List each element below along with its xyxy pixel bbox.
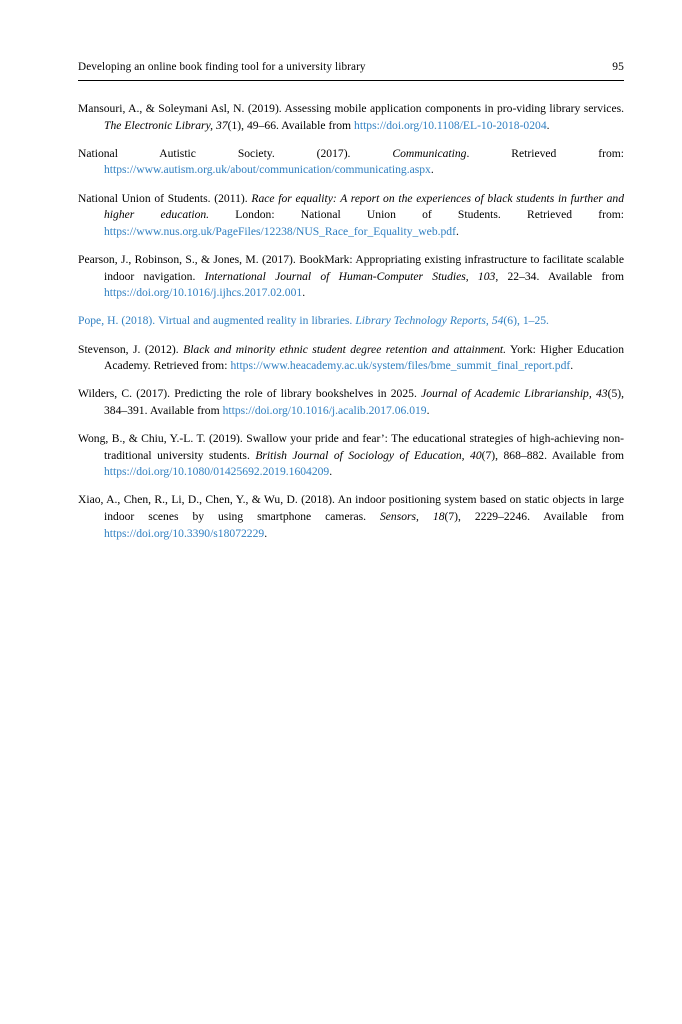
- reference-italic-text: Journal of Academic Librarianship, 43: [421, 387, 608, 401]
- reference-link[interactable]: https://doi.org/10.1016/j.ijhcs.2017.02.001: [104, 286, 303, 300]
- reference-link[interactable]: https://www.nus.org.uk/PageFiles/12238/NUS_Race_for_Equality_web.pdf: [104, 224, 456, 238]
- reference-text: Wilders, C. (2017). Predicting the role of library bookshelves in 2025.: [78, 387, 422, 401]
- reference-italic-text: Communicating: [392, 146, 467, 160]
- reference-text: . Retrieved from:: [466, 146, 624, 160]
- reference-text: (1), 49‒66. Available from: [227, 118, 355, 132]
- reference-entry: [78, 386, 624, 419]
- reference-text: National Union of Students. (2011).: [78, 191, 252, 205]
- reference-text: .: [546, 118, 550, 132]
- reference-entry: [78, 492, 624, 542]
- reference-link[interactable]: https://doi.org/10.1080/01425692.2019.1604209: [104, 465, 330, 479]
- reference-entry: [78, 101, 624, 134]
- reference-link[interactable]: https://doi.org/10.3390/s18072229: [104, 526, 265, 540]
- reference-italic-text: Black and minority ethnic student degree retention and attainment.: [183, 342, 506, 356]
- reference-text: Stevenson, J. (2012).: [78, 342, 184, 356]
- reference-text: Pearson, J., Robinson, S., & Jones, M. (2017). BookMark: Appropriating existing infrastructure to facilitate scalable indoor navigation.: [78, 252, 624, 283]
- reference-italic-text: Library Technology Reports, 54: [355, 314, 504, 328]
- reference-text: .: [264, 526, 268, 540]
- reference-italic-text: Sensors, 18: [379, 510, 445, 524]
- reference-italic-text: British Journal of Sociology of Education, 40: [255, 448, 482, 462]
- page-number: 95: [612, 61, 624, 73]
- reference-text: .: [570, 359, 574, 373]
- reference-text: Pope, H. (2018). Virtual and augmented reality in libraries.: [78, 314, 356, 328]
- reference-link[interactable]: https://doi.org/10.1108/EL-10-2018-0204: [354, 118, 547, 132]
- reference-text: , 22‒34. Available from: [495, 269, 624, 283]
- reference-link[interactable]: https://doi.org/10.1016/j.acalib.2017.06.019: [222, 403, 427, 417]
- reference-text: (7), 2229‒2246. Available from: [444, 510, 624, 524]
- reference-italic-text: International Journal of Human-Computer Studies, 103: [204, 269, 496, 283]
- reference-text: Xiao, A., Chen, R., Li, D., Chen, Y., & Wu, D. (2018). An indoor positioning system based on static objects in large indoor scenes by using smartphone cameras.: [78, 493, 624, 524]
- reference-text: .: [430, 163, 434, 177]
- reference-text: London: National Union of Students. Retrieved from:: [209, 208, 624, 222]
- running-head-title: Developing an online book finding tool for a university library: [78, 61, 366, 73]
- reference-text: National Autistic Society. (2017).: [78, 146, 393, 160]
- reference-entry: [78, 431, 624, 481]
- reference-text: Wong, B., & Chiu, Y.-L. T. (2019). Swallow your pride and fear’: The educational strategies of high-achieving non-traditional university students.: [78, 432, 624, 462]
- running-head: [78, 60, 624, 81]
- reference-entry: [78, 146, 624, 179]
- reference-text: York: Higher Education Academy. Retrieved from:: [104, 342, 624, 373]
- reference-link[interactable]: https://www.heacademy.ac.uk/system/files/bme_summit_final_report.pdf: [230, 359, 571, 373]
- reference-entry: [78, 342, 624, 375]
- reference-text: .: [455, 224, 459, 238]
- reference-text: (7), 868‒882. Available from: [481, 448, 625, 462]
- reference-text: (6), 1‒25.: [503, 314, 549, 328]
- reference-entry: [78, 313, 624, 330]
- reference-entry: [78, 191, 624, 241]
- reference-text: (5), 384‒391. Available from: [104, 387, 624, 417]
- reference-text: .: [302, 286, 306, 300]
- reference-entry: [78, 252, 624, 302]
- reference-italic-text: Race for equality: A report on the experiences of black students in further and higher education.: [104, 191, 624, 222]
- reference-list: [78, 101, 624, 542]
- reference-italic-text: The Electronic Library, 37: [104, 118, 228, 132]
- reference-link[interactable]: https://www.autism.org.uk/about/communication/communicating.aspx: [104, 163, 431, 177]
- reference-text: Mansouri, A., & Soleymani Asl, N. (2019). Assessing mobile application components in pro-viding library services.: [78, 102, 624, 115]
- reference-text: .: [426, 403, 430, 417]
- reference-text: .: [329, 465, 333, 479]
